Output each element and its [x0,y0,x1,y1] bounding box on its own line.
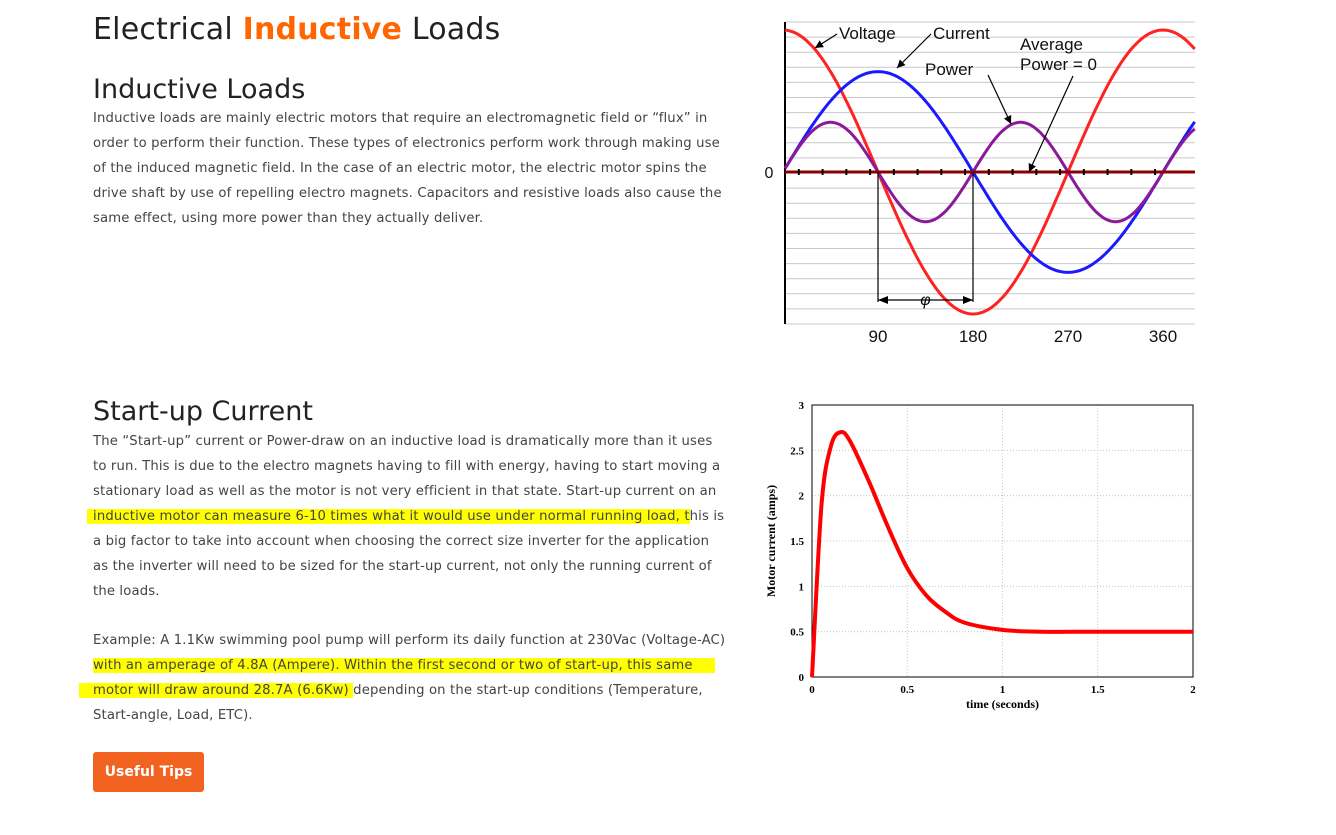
paragraph-text: depending on the start-up conditions (Temperature, [353,683,703,698]
x-tick-label: 360 [1148,327,1178,346]
y-tick-label: 1 [798,581,804,594]
average-power-label: Power = 0 [1020,55,1098,74]
motor-current-chart [755,392,1205,717]
paragraph-line: Start-angle, Load, ETC). [93,708,253,723]
example-paragraph [93,628,733,728]
y-tick-label: 0.5 [790,626,804,639]
y-tick-label: 0 [764,165,774,182]
paragraph-line: Inductive loads are mainly electric motors that require an electromagnetic field or “flux” in [93,111,708,126]
phi-label: φ [920,292,931,309]
x-tick-label: 90 [868,327,888,346]
phase-chart [755,12,1205,352]
x-tick-label: 1.5 [1090,684,1105,696]
paragraph-line: drive shaft by use of repelling electro magnets. Capacitors and resistive loads also cause the [93,186,722,201]
arrow-head [878,296,888,304]
power-label: Power [925,60,974,79]
y-tick-label: 3 [798,400,804,412]
x-tick-label: 1 [999,684,1006,696]
paragraph-line: stationary load as well as the motor is not very efficient in that state. Start-up current on an [93,484,717,499]
arrow-head [963,296,973,304]
voltage-label: Voltage [839,24,896,43]
y-axis-label: Motor current (amps) [764,484,778,598]
highlighted-text: with an amperage of 4.8A (Ampere). Within the first second or two of start-up, this same [93,658,715,673]
paragraph-line: Example: A 1.1Kw swimming pool pump will perform its daily function at 230Vac (Voltage-AC) [93,633,726,648]
average-label: Average [1020,35,1084,54]
inductive-loads-paragraph [93,106,733,231]
useful-tips-button[interactable]: Useful Tips [93,752,204,792]
startup-current-paragraph [93,429,733,604]
paragraph-line: to run. This is due to the electro magnets having to fill with energy, having to start moving a [93,459,721,474]
paragraph-line: as the inverter will need to be sized for the start-up current, not only the running current of [93,559,712,574]
x-tick-label: 0.5 [900,684,915,696]
highlighted-text: motor will draw around 28.7A (6.6Kw) [79,683,353,698]
y-tick-label: 2.5 [790,445,804,458]
y-tick-label: 0 [798,672,804,684]
paragraph-text: his is [689,509,725,524]
paragraph-line: the loads. [93,584,160,599]
paragraph-line: of the induced magnetic field. In the case of an electric motor, the electric motor spins the [93,161,707,176]
y-tick-label: 1.5 [790,536,804,548]
chart-annotations [815,24,1097,309]
chart-grid [812,405,1193,677]
current-label: Current [933,24,990,43]
paragraph-line: The “Start-up” current or Power-draw on an inductive load is dramatically more than it uses [93,434,713,449]
paragraph-line: order to perform their function. These types of electronics perform work through making use [93,136,720,151]
title-prefix: Electrical [93,12,233,47]
chart-ticks [765,165,1178,346]
title-suffix: Loads [411,12,501,47]
x-tick-label: 2 [1190,684,1196,696]
x-tick-label: 180 [958,327,988,346]
paragraph-line [93,504,733,529]
paragraph-line: same effect, using more power than they actually deliver. [93,211,484,226]
highlighted-text: inductive motor can measure 6-10 times what it would use under normal running load, t [87,509,690,524]
x-tick-label: 270 [1053,327,1083,346]
startup-current-heading: Start-up Current [93,396,313,427]
inductive-loads-heading: Inductive Loads [93,74,306,105]
paragraph-line: a big factor to take into account when choosing the correct size inverter for the application [93,534,710,549]
x-axis-label: time (seconds) [966,697,1039,711]
page-title [93,12,500,47]
paragraph-line [93,653,733,678]
y-tick-label: 2 [798,490,804,503]
x-tick-label: 0 [809,684,815,696]
arrow-head [815,40,824,48]
paragraph-line [93,678,733,703]
title-accent: Inductive [242,12,403,47]
